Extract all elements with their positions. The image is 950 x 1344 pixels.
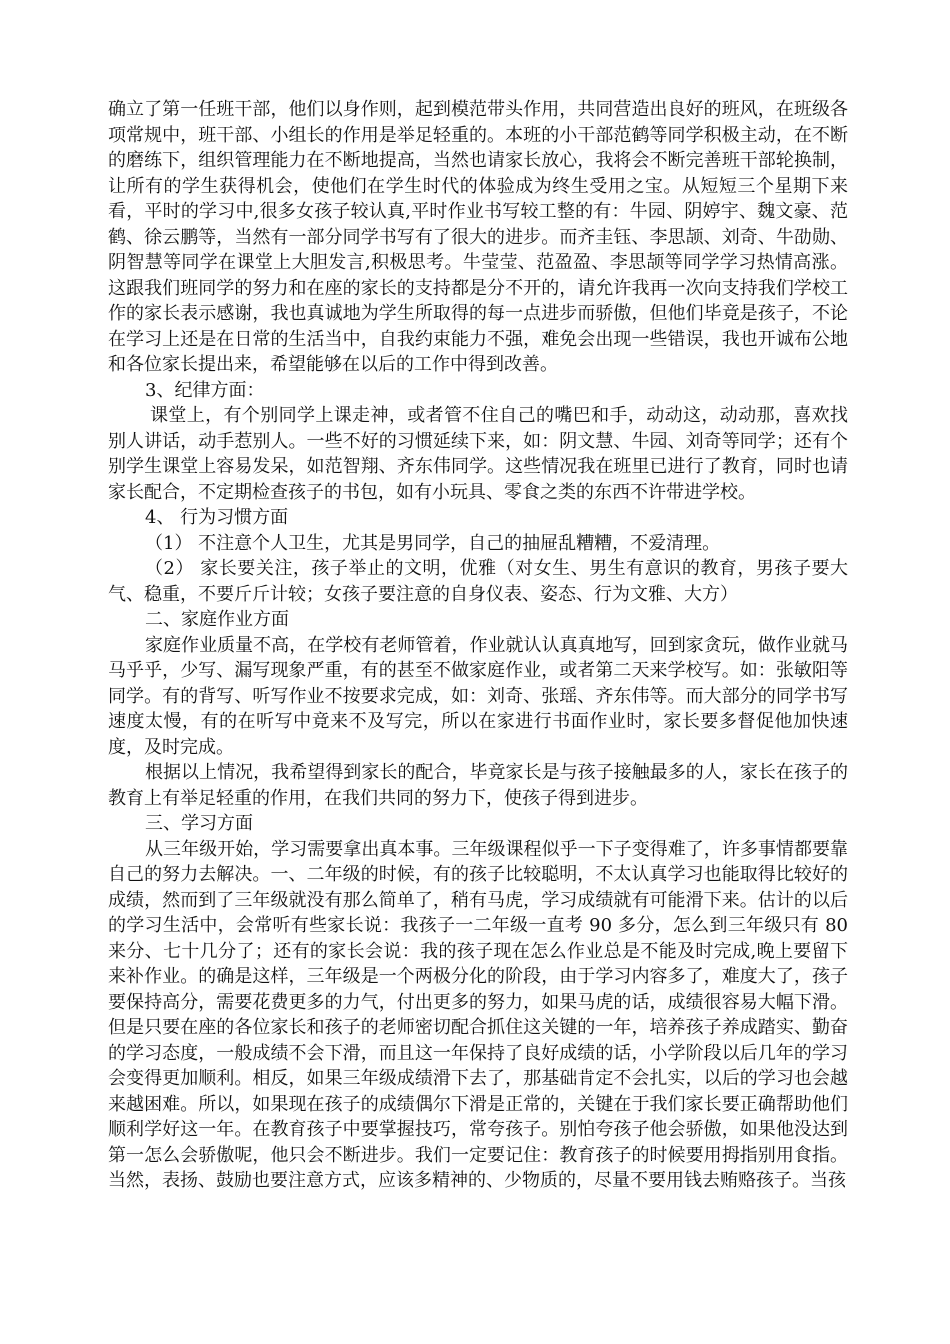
paragraph-habit-manners: （2） 家长要关注，孩子举止的文明，优雅（对女生、男生有意识的教育，男孩子要大气、稳重，不要斤斤计较；女孩子要注意的自身仪表、姿态、行为文雅、大方） [108, 558, 848, 605]
paragraph-habit-hygiene: （1） 不注意个人卫生，尤其是男同学，自己的抽屉乱糟糟，不爱清理。 [145, 532, 721, 554]
paragraph-homework: 家庭作业质量不高，在学校有老师管着，作业就认认真真地写，回到家贪玩，做作业就马马乎乎，少写、漏写现象严重，有的甚至不做家庭作业，或者第二天来学校写。如：张敏阳等同学。有的背写、听写作业不按要求完成，如：刘奇、张瑶、齐东伟等。而大部分的同学书写速度太慢，有的在听写中竟来不及写完，所以在家进行书面作业时，家长要多督促他加快速度，及时完成。 [108, 634, 848, 758]
heading-behavior-habits: 4、 行为习惯方面 [145, 507, 289, 528]
heading-discipline: 3、纪律方面： [145, 379, 265, 401]
heading-homework: 二、家庭作业方面 [145, 609, 289, 630]
heading-study: 三、学习方面 [145, 813, 253, 834]
paragraph-parent-cooperation: 根据以上情况，我希望得到家长的配合，毕竟家长是与孩子接触最多的人，家长在孩子的教育上有举足轻重的作用，在我们共同的努力下，使孩子得到进步。 [108, 762, 848, 809]
document-body [108, 97, 848, 1194]
paragraph-class-leaders: 确立了第一任班干部，他们以身作则，起到模范带头作用，共同营造出良好的班风，在班级各项常规中，班干部、小组长的作用是举足轻重的。本班的小干部范鹤等同学积极主动，在不断的磨练下，组织管理能力在不断地提高，当然也请家长放心，我将会不断完善班干部轮换制，让所有的学生获得机会，使他们在学生时代的体验成为终生受用之宝。从短短三个星期下来看，平时的学习中,很多女孩子较认真,平时作业书写较工整的有：牛园、阴婷宇、魏文豪、范鹤、徐云鹏等，当然有一部分同学书写有了很大的进步。而齐圭钰、李思颉、刘奇、牛劭勋、阴智慧等同学在课堂上大胆发言,积极思考。牛莹莹、范盈盈、李思颉等同学学习热情高涨。这跟我们班同学的努力和在座的家长的支持都是分不开的，请允许我再一次向支持我们学校工作的家长表示感谢，我也真诚地为学生所取得的每一点进步而骄傲，但他们毕竟是孩子，不论在学习上还是在日常的生活当中，自我约束能力不强，难免会出现一些错误，我也开诚布公地和各位家长提出来，希望能够在以后的工作中得到改善。 [108, 99, 848, 375]
paragraph-discipline: 课堂上，有个别同学上课走神，或者管不住自己的嘴巴和手，动动这，动动那，喜欢找别人讲话，动手惹别人。一些不好的习惯延续下来，如：阴文慧、牛园、刘奇等同学；还有个别学生课堂上容易发呆，如范智翔、齐东伟同学。这些情况我在班里已进行了教育，同时也请家长配合，不定期检查孩子的书包，如有小玩具、零食之类的东西不许带进学校。 [108, 405, 848, 503]
paragraph-study: 从三年级开始，学习需要拿出真本事。三年级课程似乎一下子变得难了，许多事情都要靠自己的努力去解决。一、二年级的时候，有的孩子比较聪明，不太认真学习也能取得比较好的成绩，然而到了三年级就没有那么简单了，稍有马虎，学习成绩就有可能滑下来。估计的以后的学习生活中，会常听有些家长说：我孩子一二年级一直考 90 多分，怎么到三年级只有 80 来分、七十几分了；还有的家长会说：我的孩子现在怎么作业总是不能及时完成,晚上要留下来补作业。的确是这样，三年级是一个两极分化的阶段，由于学习内容多了，难度大了，孩子要保持高分，需要花费更多的力气，付出更多的努力，如果马虎的话，成绩很容易大幅下滑。但是只要在座的各位家长和孩子的老师密切配合抓住这关键的一年，培养孩子养成踏实、勤奋的学习态度，一般成绩不会下滑，而且这一年保持了良好成绩的话，小学阶段以后几年的学习会变得更加顺利。相反，如果三年级成绩滑下去了，那基础肯定不会扎实，以后的学习也会越来越困难。所以，如果现在孩子的成绩偶尔下滑是正常的，关键在于我们家长要正确帮助他们顺利学好这一年。在教育孩子中要掌握技巧，常夸孩子。别怕夸孩子他会骄傲，如果他没达到第一怎么会骄傲呢，他只会不断进步。我们一定要记住：教育孩子的时候要用拇指别用食指。当然，表扬、鼓励也要注意方式，应该多精神的、少物质的，尽量不要用钱去贿赂孩子。当孩 [108, 838, 848, 1191]
